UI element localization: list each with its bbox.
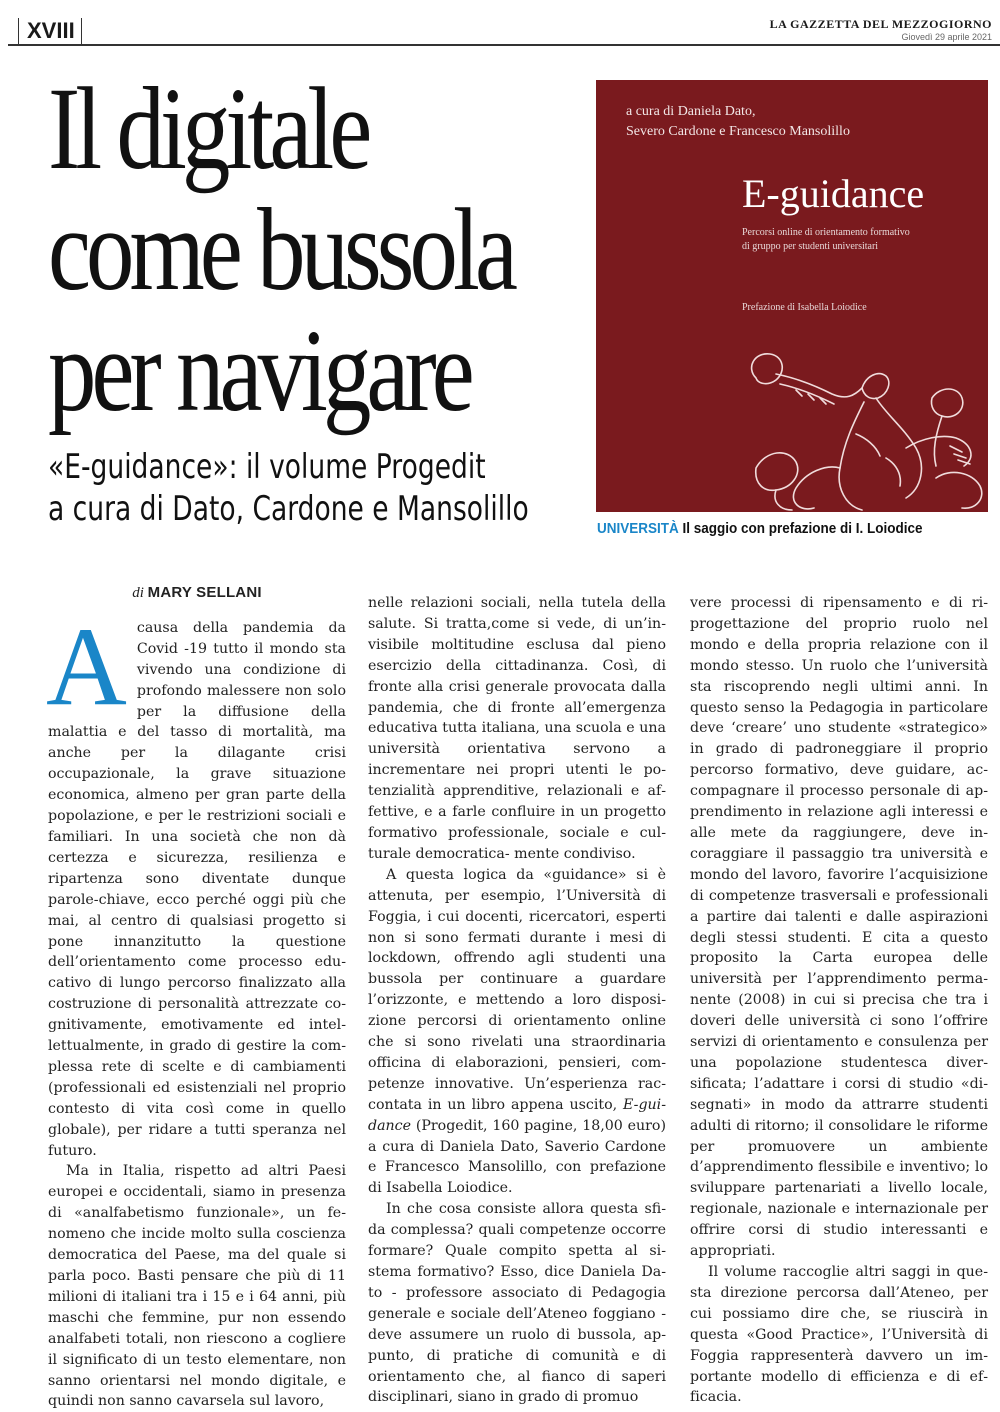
- cover-editors-line: a cura di Daniela Dato,: [626, 104, 756, 119]
- article-column-3: [690, 593, 988, 1408]
- cover-subtitle-line: di gruppo per studenti universitari: [742, 241, 879, 252]
- page-number: XVIII: [18, 18, 82, 44]
- article-paragraph-continued: nelle relazioni sociali, nella tutela della salute. Si tratta,come si vede, di un’invisibile moltitudine esclusa dal pieno esercizio della cittadinanza. Così, di fronte alla crisi generale provocata dalla pandemia, che di fronte all’emergenza educativa tutta italiana, una scuola e una università orientativa servono a incrementare nei propri utenti le potenzialità apprenditive, relazionali e affettive, e a farle confluire in un progetto formativo professionale, sociale e culturale democratica- mente condiviso.: [368, 595, 666, 862]
- headline-line: per navigare: [48, 305, 470, 436]
- image-caption: [597, 520, 923, 537]
- cover-editors: [626, 102, 850, 142]
- issue-date: Giovedì 29 aprile 2021: [901, 32, 992, 42]
- article-paragraph: [368, 865, 666, 1200]
- cover-preface: Prefazione di Isabella Loiodice: [742, 302, 867, 313]
- paragraph-text: causa della pandemia da Covid -19 tutto il mondo sta vivendo una condizione di profondo malessere non solo per la diffusione della malattia e del tasso di mortalità, ma anche per la dilagante crisi occupazionale, la grave situazione economica, almeno per gran parte della popolazione, e per le restrizioni sociali e familiari. In una società che non dà certezza e sicurezza, resilienza e ripartenza sono diventate dunque parole-chiave, ecco perché oggi più che mai, al centro di qualsiasi progetto si pone innanzitutto la questione dell’orientamento come processo educativo di lungo percorso finalizzato alla costruzione di personalità attrezzate cognitivamente, emotivamente ed intellettualmente, in grado di gestire la complessa rete di scelte e di cambiamenti (professionali ed esistenziali nel proprio contesto di vita così come in quello globale), per ridare a tutti speranza nel futuro.: [48, 619, 346, 1159]
- drop-cap: A: [46, 604, 127, 729]
- subheadline-line: «E-guidance»: il volume Progedit: [48, 447, 486, 487]
- paragraph-text: A questa logica da «guidance» si è attenuta, per esempio, l’Università di Foggia, i cui docenti, ricercatori, esperti non si sono fermati durante i mesi di lockdown, offrendo agli studenti una bussola per continuare a guardare l’orizzonte, e mettendo a loro disposizione percorsi di orientamento online che si sono rivelati una straordinaria officina di elaborazioni, pensieri, competenze innovative. Un’esperienza raccontata in un libro appena uscito,: [368, 866, 666, 1113]
- paragraph-text: (Progedit, 160 pagine, 18,00 euro) a cura di Daniela Dato, Saverio Cardone e Francesco Mansolillo, con prefazione di Isabella Loiodice.: [368, 1117, 666, 1197]
- byline-author: MARY SELLANI: [147, 584, 262, 601]
- cover-title: E-guidance: [742, 171, 925, 216]
- article-paragraph: In che cosa consiste allora questa sfida complessa? quali competenze occorre formare? Quale compito spetta al sistema formativo? Esso, dice Daniela Dato - professore associato di Pedagogia generale e sociale dell’Ateneo foggiano - deve assumere un ruolo di bussola, appunto, di pratiche di comunità e di orientamento che, al fianco di saperi disciplinari, siano in grado di promuo: [368, 1201, 666, 1406]
- book-title-italic: E-guidance: [368, 1096, 666, 1134]
- subheadline: [48, 446, 529, 530]
- headline-line: come bussola: [48, 184, 513, 315]
- byline: [48, 583, 346, 604]
- article-paragraph: Ma in Italia, rispetto ad altri Paesi europei e occidentali, siamo in presenza di «analfabetismo funzionale», un fenomeno che incide molto sulla coscienza democratica del Paese, ma del quale si parla poco. Basti pensare che più di 11 milioni di italiani tra i 15 e i 64 anni, più maschi che femmine, pur non essendo analfabeti totali, non riescono a cogliere il significato di un testo elementare, non sanno orientarsi nel mondo digitale, e quindi non sanno cavarsela sul lavoro,: [48, 1163, 346, 1410]
- newspaper-masthead: LA GAZZETTA DEL MEZZOGIORNO: [769, 17, 992, 31]
- article-paragraph: Il volume raccoglie altri saggi in questa direzione percorsa dall’Ateneo, per cui possiamo dire che, se riuscirà in questa «Good Practice», l’Università di Foggia rappresenterà davvero un importante modello di efficienza e di efficacia.: [690, 1264, 988, 1406]
- byline-prefix: di: [132, 585, 148, 601]
- laocoon-sketch-illustration: [736, 338, 988, 512]
- cover-editors-line: Severo Cardone e Francesco Mansolillo: [626, 124, 850, 139]
- caption-kicker: UNIVERSITÀ: [597, 520, 679, 537]
- subheadline-line: a cura di Dato, Cardone e Mansolillo: [48, 489, 529, 529]
- article-paragraph: [46, 604, 346, 1162]
- headline-line: Il digitale: [48, 63, 368, 194]
- cover-subtitle: [742, 226, 910, 254]
- headline: [48, 63, 513, 436]
- article-column-1: [48, 583, 346, 1412]
- cover-subtitle-line: Percorsi online di orientamento formativo: [742, 227, 910, 238]
- page-header: [8, 14, 1000, 46]
- caption-text: Il saggio con prefazione di I. Loiodice: [678, 520, 923, 537]
- book-cover-image: [596, 80, 988, 512]
- article-paragraph-continued: vere processi di ripensamento e di riprogettazione del proprio ruolo nel mondo e della propria relazione con il mondo stesso. Un ruolo che l’università sta riscoprendo negli ultimi anni. In questo senso la Pedagogia in particolare deve ‘creare’ uno studente «strategico» in grado di padroneggiare il proprio percorso formativo, deve guidare, accompagnare il processo personale di apprendimento in relazione agli interessi e alle mete da raggiungere, deve incoraggiare il passaggio tra università e mondo del lavoro, favorire l’acquisizione di competenze trasversali e professionali a partire dai talenti e dalle aspirazioni degli stessi studenti. E cita a questo proposito la Carta europea delle università per l’apprendimento permanente (2008) in cui si precisa che tra i doveri delle università ci sono l’offrire servizi di orientamento e consulenza per una popolazione studentesca diversificata; l’adattare i corsi di studio «disegnati» in modo da attrarre studenti adulti di ritorno; il consolidare le riforme per promuovere un ambiente d’apprendimento flessibile e inventivo; lo sviluppare partenariati a livello locale, regionale, nazionale e internazionale per offrire corsi di studio interessanti e appropriati.: [690, 595, 988, 1260]
- article-column-2: [368, 593, 666, 1408]
